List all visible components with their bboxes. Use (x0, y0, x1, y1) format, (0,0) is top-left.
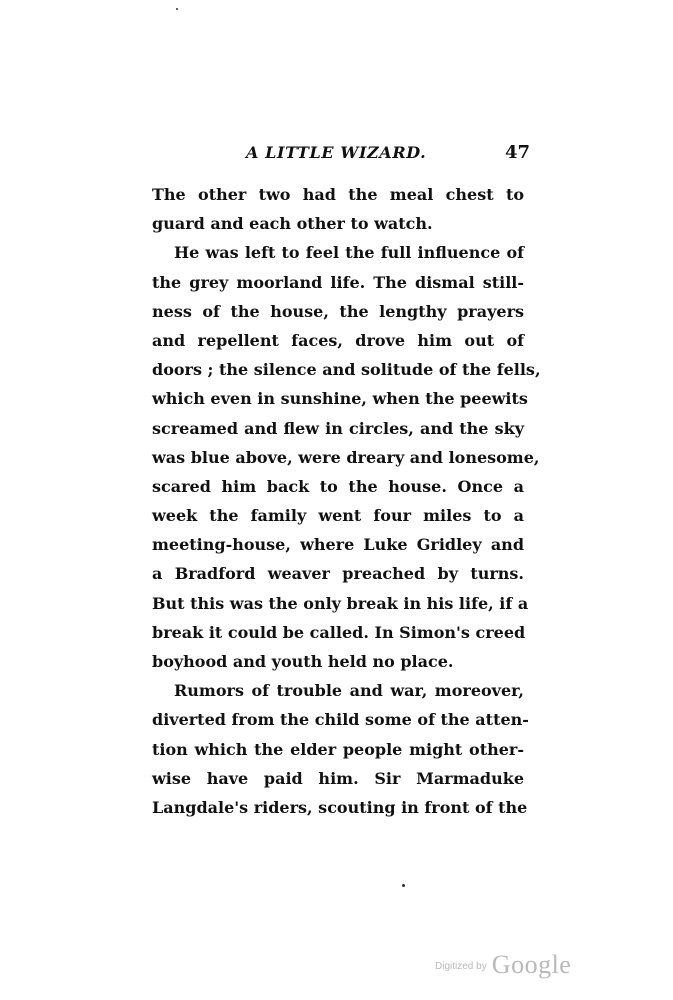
text-line: He was left to feel the full influence of (174, 243, 524, 263)
text-line: tion which the elder people might other- (152, 739, 524, 759)
text-line: boyhood and youth held no place. (152, 652, 454, 671)
text-line: But this was the only break in his life, if a (152, 593, 529, 613)
body-text (152, 180, 541, 822)
text-line: meeting-house, where Luke Gridley and (152, 535, 524, 555)
text-line: and repellent faces, drove him out of (152, 330, 524, 350)
text-line: wise have paid him. Sir Marmaduke (152, 768, 524, 788)
text-line: week the family went four miles to a (152, 506, 524, 526)
print-speck (176, 8, 178, 10)
text-line: guard and each other to watch. (152, 214, 433, 234)
digitized-by-label: Digitized by (435, 961, 487, 972)
text-line: scared him back to the house. Once a (152, 476, 524, 496)
text-line: screamed and flew in circles, and the sky (152, 418, 524, 438)
text-line: ness of the house, the lengthy prayers (152, 301, 524, 321)
print-speck (402, 884, 405, 887)
text-line: was blue above, were dreary and lonesome, (152, 447, 540, 467)
page-number: 47 (504, 142, 530, 163)
running-title: A LITTLE WIZARD. (246, 143, 427, 162)
text-line: the grey moorland life. The dismal still- (152, 272, 524, 292)
page-header (150, 143, 530, 169)
google-watermark (435, 950, 571, 980)
google-logo: Google (491, 950, 572, 979)
text-line: diverted from the child some of the atten- (152, 710, 529, 730)
text-line: Langdale's riders, scouting in front of the (152, 797, 528, 817)
text-line: doors ; the silence and solitude of the fells, (152, 360, 541, 380)
text-line: which even in sunshine, when the peewits (152, 389, 528, 409)
text-line: a Bradford weaver preached by turns. (152, 564, 524, 584)
text-line: The other two had the meal chest to (152, 185, 524, 204)
text-line: Rumors of trouble and war, moreover, (174, 681, 524, 701)
text-line: break it could be called. In Simon's creed (152, 622, 526, 642)
